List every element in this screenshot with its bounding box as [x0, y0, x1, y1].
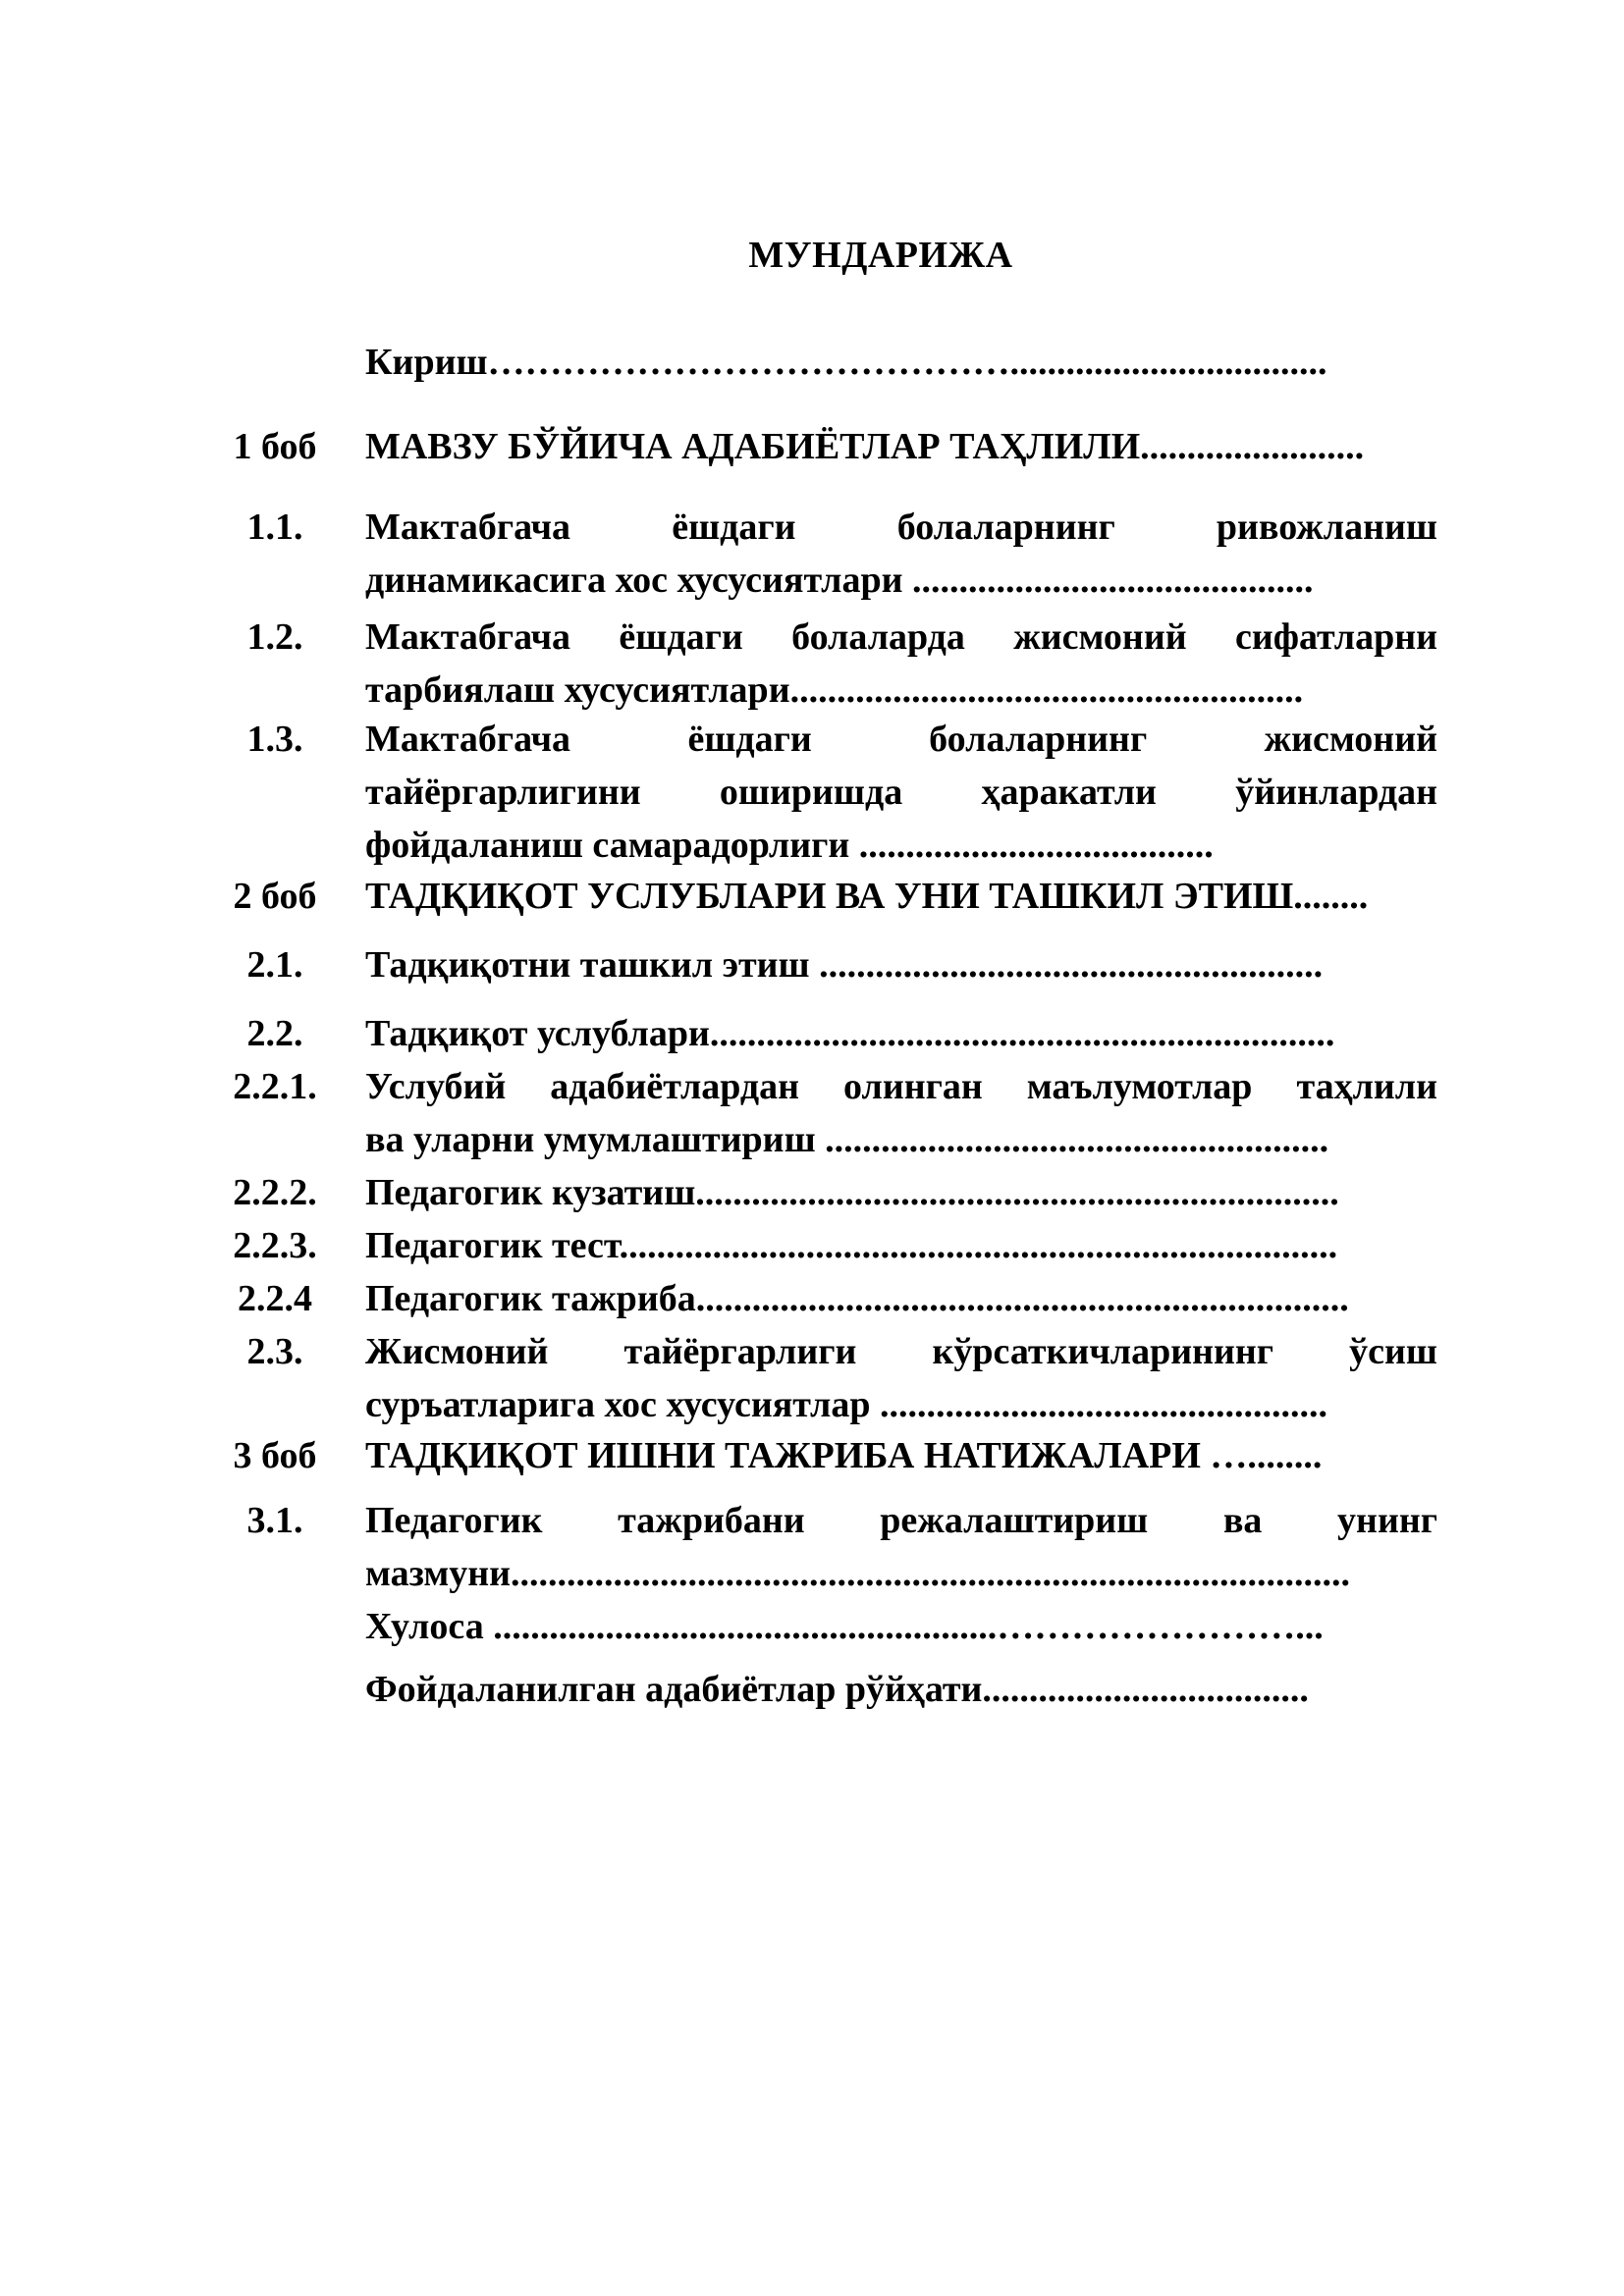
toc-entry-line: фойдаланиш самарадорлиги ...................................... [365, 825, 1214, 866]
toc-entry-number: 1 боб [233, 426, 317, 467]
toc-entry-line: Услубий адабиётлардан олинган маълумотлар таҳлили [365, 1066, 1437, 1107]
toc-entry-text [365, 1494, 1437, 1653]
toc-entry-conclusion: Хулоса ......................................................……………………... [365, 1606, 1324, 1647]
toc-entry-number: 2.3. [246, 1331, 303, 1372]
toc-entry-text [365, 938, 1437, 991]
toc-entry-line: Мактабгача ёшдаги болаларда жисмоний сифатларни [365, 616, 1437, 658]
toc-entry-number: 1.2. [246, 616, 303, 658]
toc-entry-line: Педагогик кузатиш..................................................................... [365, 1172, 1339, 1213]
toc-entry-text [365, 1007, 1437, 1060]
toc-entry-line: ва уларни умумлаштириш ...................................................... [365, 1119, 1329, 1160]
toc-entry-line: тарбиялаш хусусиятлари....................................................... [365, 669, 1304, 711]
toc-entry-number: 1.3. [246, 719, 303, 760]
page-title: МУНДАРИЖА [748, 235, 1013, 276]
toc-entry-line: Кириш…………………………………….................................. [365, 342, 1327, 383]
toc-entry-number: 1.1. [246, 507, 303, 548]
toc-entry-text [365, 870, 1437, 923]
toc-entry-line: Мактабгача ёшдаги болаларнинг ривожланиш [365, 507, 1437, 548]
toc-entry-text [365, 420, 1437, 473]
toc-entry-text [365, 611, 1437, 717]
toc-entry-text [365, 501, 1437, 607]
toc-entry-line: динамикасига хос хусусиятлари ........................................... [365, 560, 1314, 601]
toc-entry-line: Жисмоний тайёргарлиги кўрсаткичларининг ўсиш [365, 1331, 1437, 1372]
toc-entry-line: ТАДҚИҚОТ УСЛУБЛАРИ ВА УНИ ТАШКИЛ ЭТИШ........ [365, 876, 1369, 917]
toc-entry-line: Педагогик тест............................................................................. [365, 1225, 1338, 1266]
toc-entry-line: Педагогик тажриба...................................................................... [365, 1278, 1349, 1319]
toc-entry-number: 2.2. [246, 1013, 303, 1054]
toc-entry-text [365, 1663, 1437, 1716]
toc-entry-line: ТАДҚИҚОТ ИШНИ ТАЖРИБА НАТИЖАЛАРИ …........ [365, 1435, 1323, 1476]
toc-entry-text [365, 1060, 1437, 1166]
toc-entry-text [365, 1272, 1437, 1325]
toc-entry-line: Тадқиқот услублари................................................................... [365, 1013, 1335, 1054]
toc-entry-number: 3.1. [246, 1500, 303, 1541]
toc-entry-text [365, 1166, 1437, 1219]
toc-entry-text [365, 1429, 1437, 1482]
toc-entry-number: 2 боб [233, 876, 317, 917]
toc-entry-number: 2.1. [246, 944, 303, 986]
toc-entry-text [365, 713, 1437, 872]
toc-entry-line: МАВЗУ БЎЙИЧА АДАБИЁТЛАР ТАҲЛИЛИ........................ [365, 426, 1365, 467]
toc-entry-text [365, 1219, 1437, 1272]
toc-entry-number: 2.2.1. [233, 1066, 317, 1107]
toc-entry-line: Тадқиқотни ташкил этиш ...................................................... [365, 944, 1324, 986]
toc-entry-line: тайёргарлигини оширишда ҳаракатли ўйинлардан [365, 772, 1437, 813]
toc-entry-number: 3 боб [233, 1435, 317, 1476]
toc-entry-number: 2.2.2. [233, 1172, 317, 1213]
toc-entry-line: Фойдаланилган адабиётлар рўйҳати................................... [365, 1669, 1309, 1710]
toc-entry-line: суръатларига хос хусусиятлар ................................................ [365, 1384, 1327, 1425]
toc-entry-line: Педагогик тажрибани режалаштириш ва унинг [365, 1500, 1437, 1541]
toc-entry-text [365, 336, 1437, 389]
toc-entry-line: Мактабгача ёшдаги болаларнинг жисмоний [365, 719, 1437, 760]
toc-entry-line: мазмуни.......................................................................................... [365, 1553, 1351, 1594]
toc-entry-text [365, 1325, 1437, 1431]
toc-entry-number: 2.2.4 [238, 1278, 312, 1319]
toc-entry-number: 2.2.3. [233, 1225, 317, 1266]
